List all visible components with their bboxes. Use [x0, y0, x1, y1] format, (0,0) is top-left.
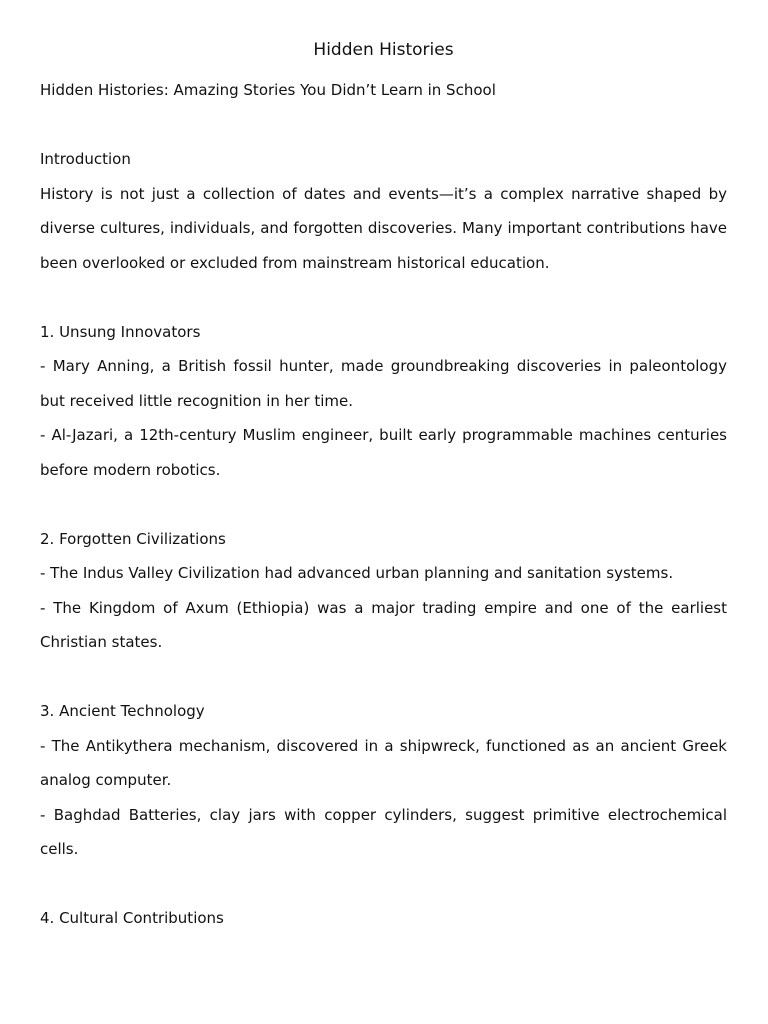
intro-heading: Introduction	[40, 150, 131, 168]
section-2-item-1: - The Indus Valley Civilization had advanced urban planning and sanitation systems.	[40, 564, 674, 582]
section-2-item-2: - The Kingdom of Axum (Ethiopia) was a major trading empire and one of the earliest Christian states.	[40, 598, 727, 651]
section-heading-1: 1. Unsung Innovators	[40, 322, 201, 341]
section-3-item-1: - The Antikythera mechanism, discovered in a shipwreck, functioned as an ancient Greek analog computer.	[40, 736, 727, 789]
document-subtitle: Hidden Histories: Amazing Stories You Didn’t Learn in School	[40, 81, 496, 99]
spacer	[40, 108, 727, 143]
section-heading-2: 2. Forgotten Civilizations	[40, 529, 226, 548]
spacer	[40, 867, 727, 902]
document-title: Hidden Histories	[313, 40, 454, 60]
spacer	[40, 280, 727, 315]
section-1-item-1: - Mary Anning, a British fossil hunter, made groundbreaking discoveries in paleontology but received little recognition in her time.	[40, 357, 727, 410]
document-page	[40, 38, 727, 936]
section-heading-4: 4. Cultural Contributions	[40, 909, 224, 927]
spacer	[40, 487, 727, 522]
section-3-item-2: - Baghdad Batteries, clay jars with copper cylinders, suggest primitive electrochemical cells.	[40, 805, 727, 858]
section-heading-3: 3. Ancient Technology	[40, 702, 205, 720]
section-1-item-2: - Al-Jazari, a 12th-century Muslim engineer, built early programmable machines centuries before modern robotics.	[40, 426, 727, 479]
intro-paragraph: History is not just a collection of dates and events—it’s a complex narrative shaped by diverse cultures, individuals, and forgotten discoveries. Many important contributions have been overlooked or excluded from mainstream historical education.	[40, 184, 727, 272]
spacer	[40, 660, 727, 695]
